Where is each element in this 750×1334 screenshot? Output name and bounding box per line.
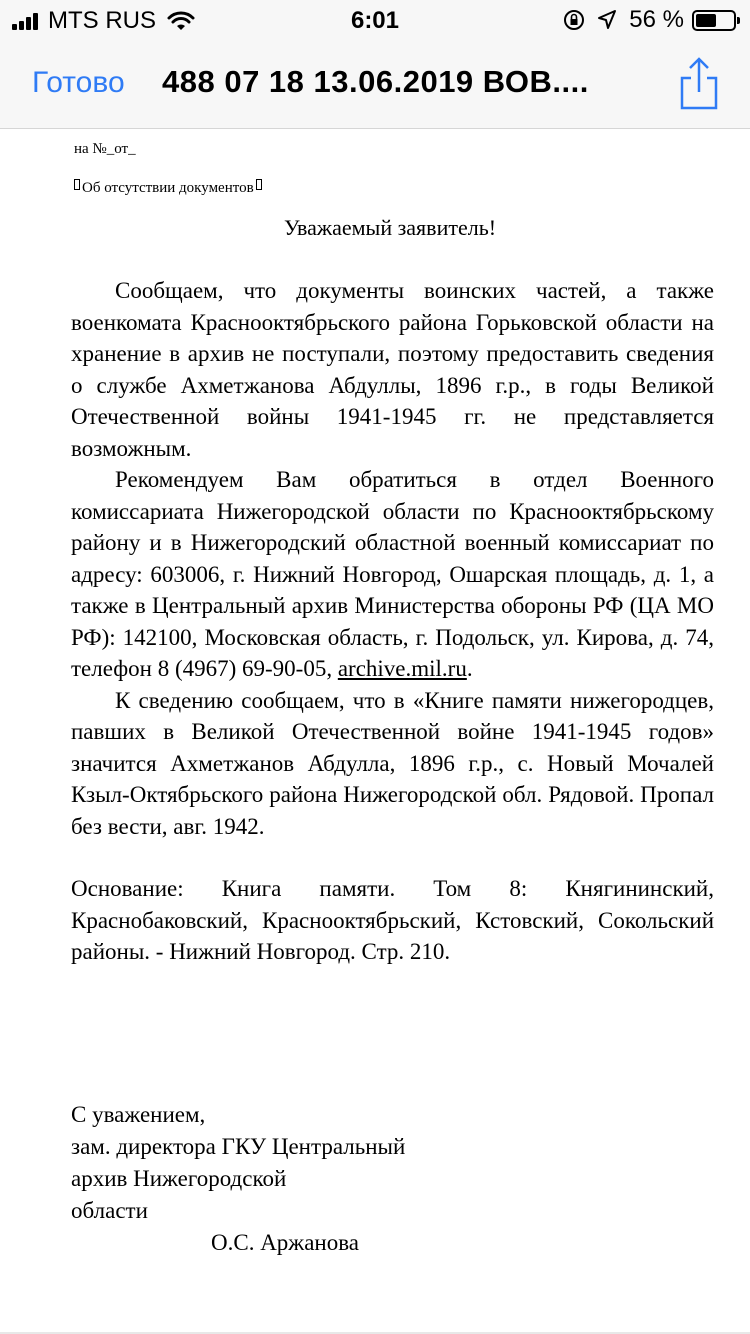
status-time: 6:01 bbox=[350, 7, 400, 34]
carrier-label: MTS RUS bbox=[48, 7, 156, 34]
position-line-1: зам. директора ГКУ Центральный bbox=[71, 1134, 406, 1159]
location-icon bbox=[597, 9, 617, 31]
closing-line: С уважением, bbox=[71, 1102, 206, 1127]
subject-text: Об отсутствии документов bbox=[82, 180, 254, 196]
share-icon[interactable] bbox=[678, 56, 720, 112]
basis-paragraph: Основание: Книга памяти. Том 8: Княгининский, Краснобаковский, Краснооктябрьский, Кстовский, Сокольский районы. - Нижний Новгород. Стр. 210. bbox=[71, 876, 714, 964]
letter-body bbox=[71, 275, 714, 968]
orientation-lock-icon bbox=[563, 9, 585, 31]
paragraph-2 bbox=[71, 464, 714, 685]
paragraph-3: К сведению сообщаем, что в «Книге памяти нижегородцев, павших в Великой Отечественной войне 1941-1945 годов» значится Ахметжанов Абдулла, 1896 г.р., с. Новый Мочалей Кзыл-Октябрьского района Нижегородской обл. Рядовой. Пропал без вести, авг. 1942. bbox=[71, 687, 714, 839]
link-suffix: . bbox=[466, 656, 473, 681]
reference-line: на №_от_ bbox=[74, 141, 136, 157]
status-bar bbox=[0, 0, 750, 40]
paragraph-2-text: Рекомендуем Вам обратиться в отдел Военного комиссариата Нижегородской области по Краснооктябрьскому району и в Нижегородский областной военный комиссариат по адресу: 603006, г. Нижний Новгород, Ошарская площадь, д. 1, а также в Центральный архив Министерства обороны РФ (ЦА МО РФ): 142100, Московская область, г. Подольск, ул. Кирова, д. 74, телефон 8 (4967) 69-90-05, bbox=[71, 467, 714, 681]
document-page bbox=[0, 129, 750, 1334]
archive-link[interactable]: archive.mil.ru bbox=[337, 656, 467, 681]
battery-icon bbox=[692, 10, 736, 31]
signature-block bbox=[71, 1099, 631, 1259]
done-button[interactable]: Готово bbox=[32, 66, 125, 99]
subject-line bbox=[72, 179, 264, 197]
status-right bbox=[563, 6, 736, 34]
paragraph-1: Сообщаем, что документы воинских частей, а также военкомата Краснооктябрьского района Горьковской области на хранение в архив не поступали, поэтому предоставить сведения о службе Ахметжанова Абдуллы, 1896 г.р., в годы Великой Отечественной войны 1941-1945 гг. не представляется возможным. bbox=[71, 278, 714, 461]
position-line-3: области bbox=[71, 1198, 148, 1223]
document-title: 488 07 18 13.06.2019 ВОВ.... bbox=[162, 64, 589, 99]
battery-percent: 56 % bbox=[629, 6, 684, 33]
salutation: Уважаемый заявитель! bbox=[283, 215, 497, 240]
position-line-2: архив Нижегородской bbox=[71, 1166, 287, 1191]
navigation-bar bbox=[0, 40, 750, 129]
bracket-box-icon bbox=[74, 179, 80, 190]
signer-name: О.С. Аржанова bbox=[211, 1230, 359, 1255]
bracket-box-icon bbox=[256, 179, 262, 190]
